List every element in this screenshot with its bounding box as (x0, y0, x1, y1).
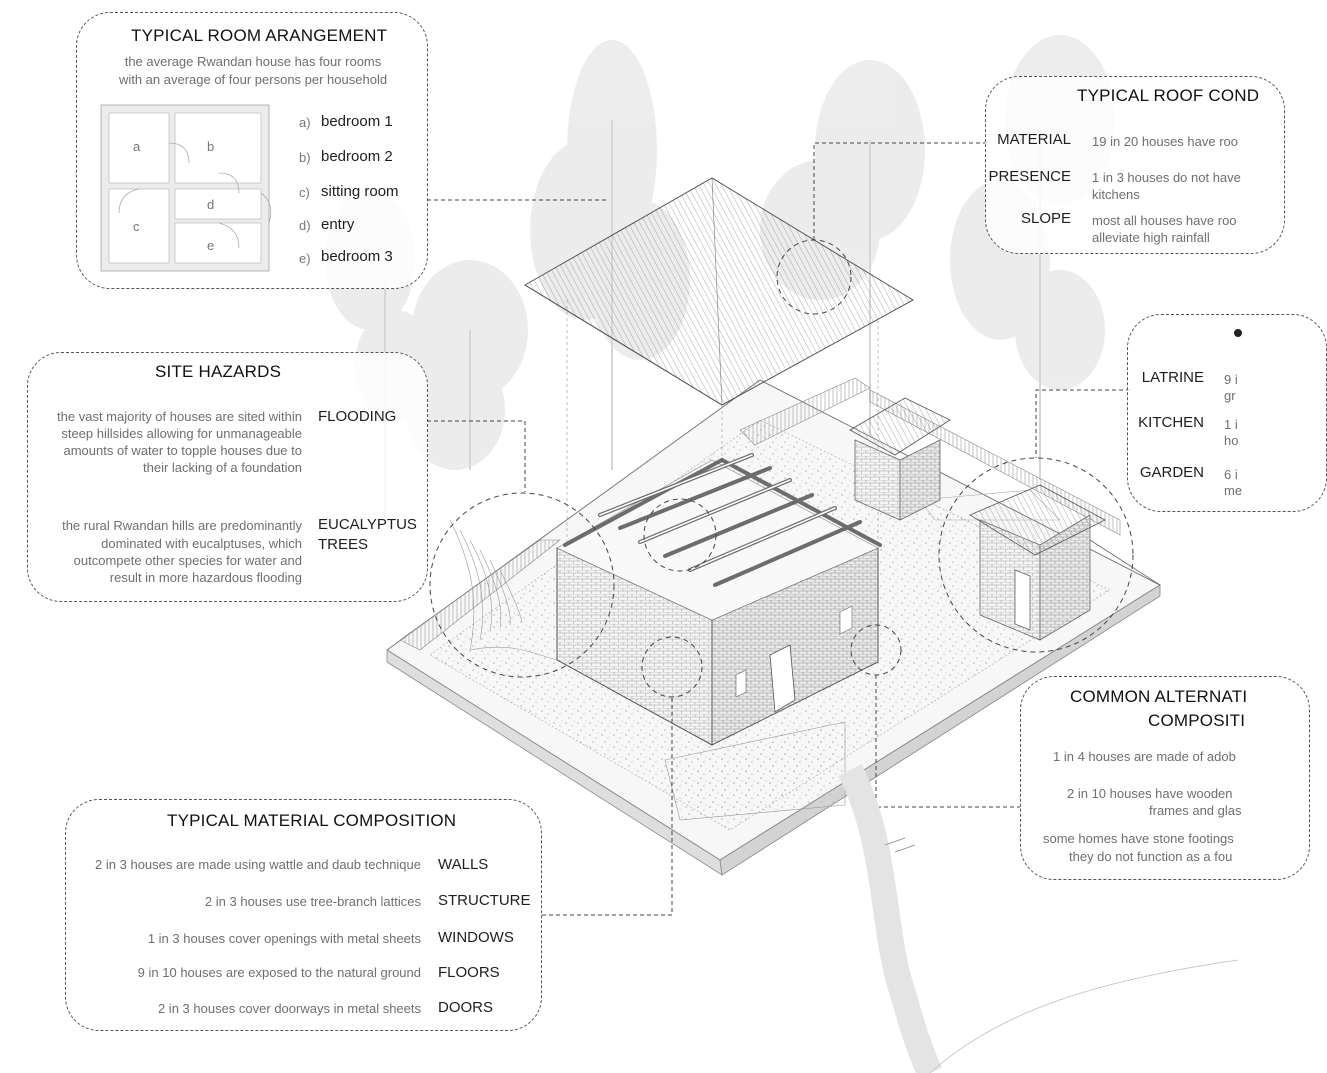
latrine-text-2: gr (1224, 388, 1236, 403)
alt-text-1: 1 in 4 houses are made of adob (1053, 749, 1236, 764)
windows-label: WINDOWS (438, 929, 514, 946)
doors-text: 2 in 3 houses cover doorways in metal sheets (157, 1001, 421, 1016)
plan-label-e: e (207, 238, 215, 253)
roof-presence-label: PRESENCE (988, 168, 1071, 185)
structure-text: 2 in 3 houses use tree-branch lattices (204, 894, 421, 909)
roof-panel-title: TYPICAL ROOF COND (1077, 86, 1260, 105)
roof-material-text: 19 in 20 houses have roo (1092, 134, 1238, 149)
plan-label-d: d (207, 197, 215, 212)
roof-conditions-panel (985, 76, 1285, 254)
kitchen-label: KITCHEN (1138, 414, 1204, 431)
room-name-sitting-room: sitting room (321, 183, 399, 200)
eucalyptus-text-4: result in more hazardous flooding (109, 570, 302, 585)
room-panel-subtitle-1: the average Rwandan house has four rooms (124, 54, 382, 69)
eucalyptus-text-1: the rural Rwandan hills are predominantly (62, 518, 302, 533)
plan-label-a: a (133, 139, 141, 154)
room-letter-e: e) (299, 251, 311, 266)
roof-presence-text-2: kitchens (1092, 187, 1140, 202)
alt-text-2: 2 in 10 houses have wooden (1067, 786, 1233, 801)
roof-material-label: MATERIAL (997, 131, 1071, 148)
flooding-text-2: steep hillsides allowing for unmanageable (61, 426, 302, 441)
flooding-text-4: their lacking of a foundation (143, 460, 302, 475)
hazards-panel-title: SITE HAZARDS (155, 362, 282, 381)
alternative-composition-panel (1020, 676, 1310, 880)
floors-label: FLOORS (438, 964, 500, 981)
garden-label: GARDEN (1139, 464, 1204, 481)
material-panel-title: TYPICAL MATERIAL COMPOSITION (167, 811, 457, 830)
roof-slope-text-2: alleviate high rainfall (1092, 230, 1210, 245)
room-name-entry: entry (321, 216, 355, 233)
panel-title-dot (1234, 329, 1242, 337)
kitchen-text-1: 1 i (1224, 417, 1238, 432)
kitchen-text-2: ho (1224, 433, 1239, 448)
room-panel-subtitle-2: with an average of four persons per household (118, 72, 388, 87)
eucalyptus-text-3: outcompete other species for water and (73, 553, 302, 568)
walls-label: WALLS (438, 856, 489, 873)
room-name-bedroom-3: bedroom 3 (321, 248, 393, 265)
windows-text: 1 in 3 houses cover openings with metal sheets (147, 931, 421, 946)
alt-text-3: frames and glas (1149, 803, 1242, 818)
flooding-text-1: the vast majority of houses are sited within (57, 409, 302, 424)
alt-text-4: some homes have stone footings (1043, 831, 1234, 846)
alt-panel-title-1: COMMON ALTERNATI (1070, 687, 1248, 706)
latrine-label: LATRINE (1141, 369, 1204, 386)
room-name-bedroom-1: bedroom 1 (321, 113, 393, 130)
roof-slope-label: SLOPE (1020, 210, 1071, 227)
alt-panel-title-2: COMPOSITI (1148, 711, 1246, 730)
room-letter-c: c) (299, 185, 310, 200)
room-arrangement-panel (76, 12, 428, 289)
structure-label: STRUCTURE (438, 892, 531, 909)
floors-text: 9 in 10 houses are exposed to the natural ground (137, 965, 421, 980)
room-panel-title: TYPICAL ROOM ARANGEMENT (131, 26, 388, 45)
material-composition-panel (65, 799, 542, 1031)
ancillary-structures-panel (1127, 314, 1327, 512)
eucalyptus-text-2: dominated with eucalptuses, which (101, 536, 302, 551)
garden-text-2: me (1224, 483, 1243, 498)
room-letter-b: b) (299, 150, 311, 165)
plan-label-c: c (133, 219, 140, 234)
eucalyptus-label-2: TREES (318, 536, 369, 553)
room-name-bedroom-2: bedroom 2 (321, 148, 393, 165)
latrine-text-1: 9 i (1224, 372, 1238, 387)
alt-text-5: they do not function as a fou (1069, 849, 1233, 864)
garden-text-1: 6 i (1224, 467, 1238, 482)
walls-text: 2 in 3 houses are made using wattle and daub technique (95, 857, 421, 872)
doors-label: DOORS (438, 999, 494, 1016)
room-letter-a: a) (299, 115, 311, 130)
roof-slope-text-1: most all houses have roo (1092, 213, 1237, 228)
flooding-text-3: amounts of water to topple houses due to (63, 443, 302, 458)
flooding-label: FLOODING (318, 408, 397, 425)
floor-plan (99, 103, 275, 275)
room-letter-d: d) (299, 218, 311, 233)
site-hazards-panel (27, 352, 428, 602)
eucalyptus-label-1: EUCALYPTUS (318, 516, 417, 533)
roof-presence-text-1: 1 in 3 houses do not have (1092, 170, 1241, 185)
plan-label-b: b (207, 139, 215, 154)
